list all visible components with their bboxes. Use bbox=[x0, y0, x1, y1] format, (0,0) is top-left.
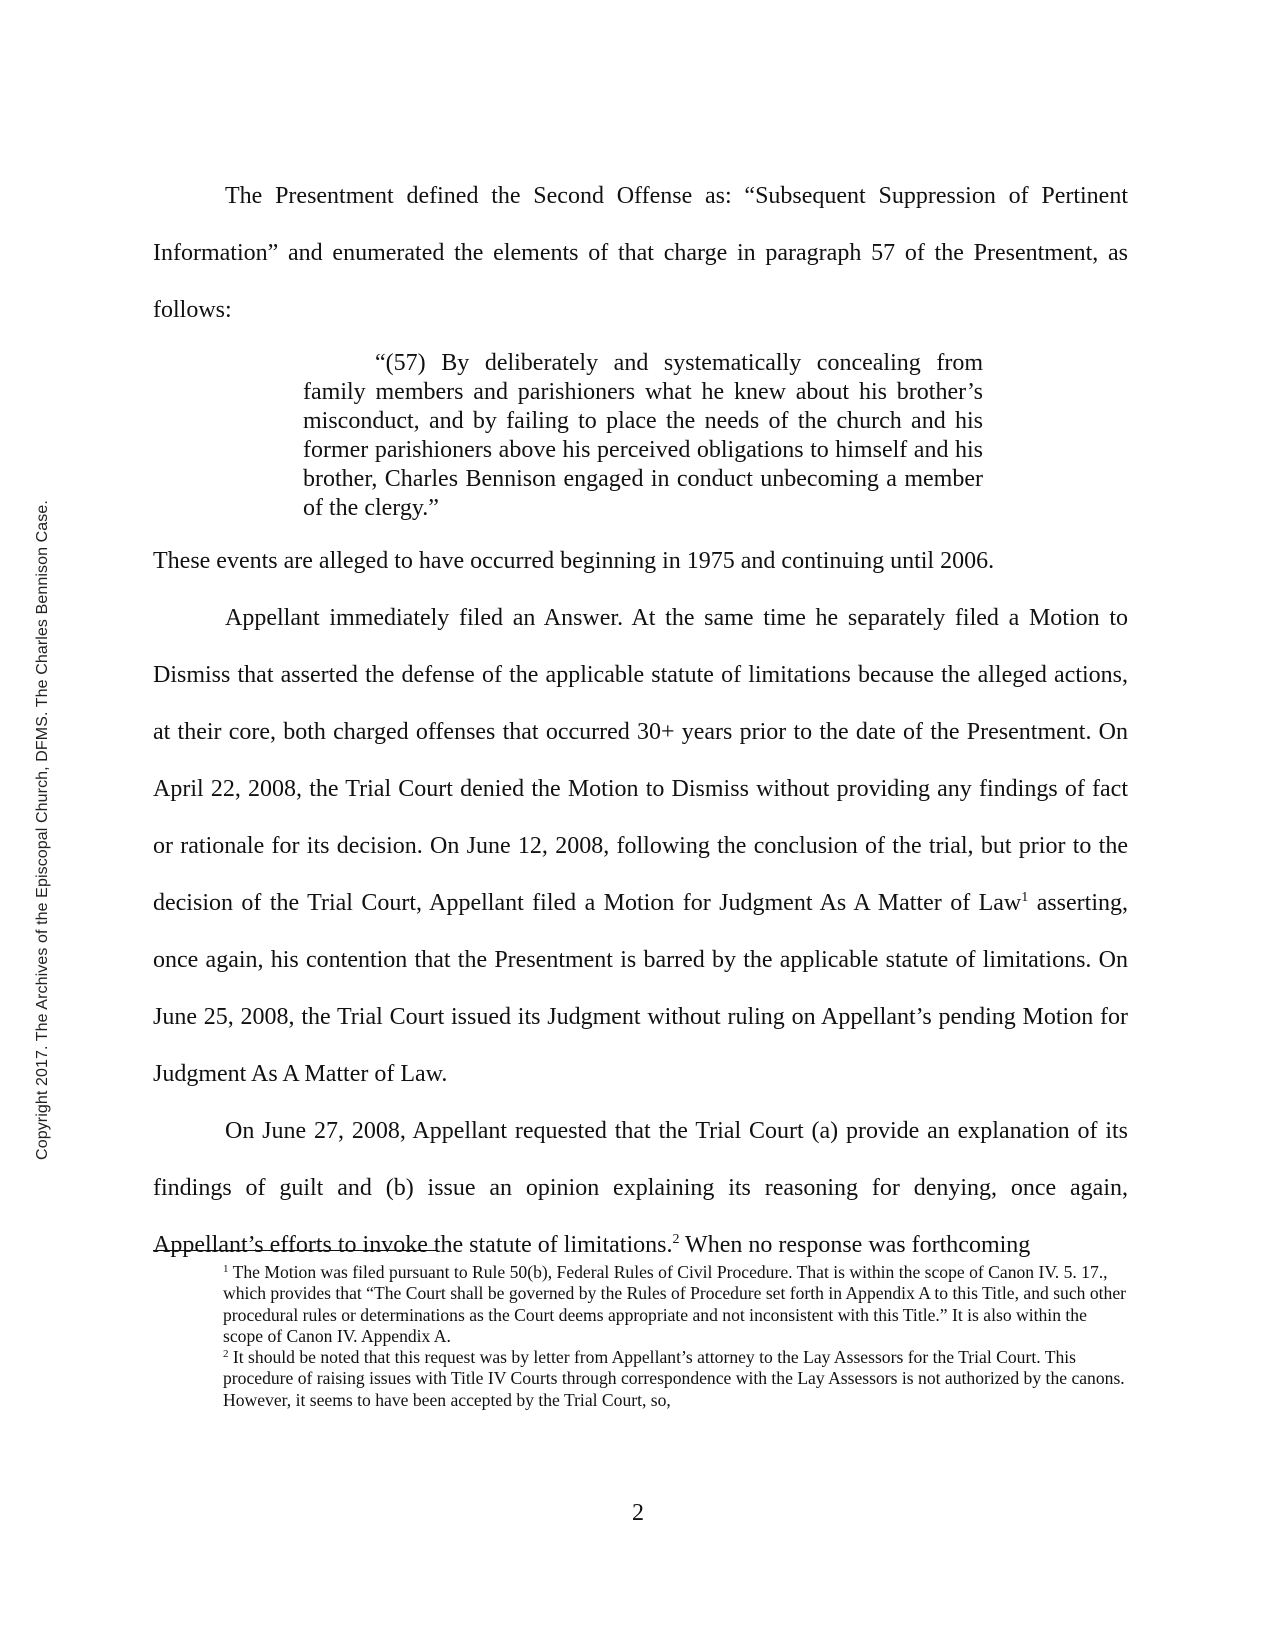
footnote-2-text: It should be noted that this request was by letter from Appellant’s attorney to the Lay Assessors for the Trial Court. This procedure of raising issues with Title IV Courts through correspondence with the Lay Assessors is not authorized by the canons. However, it seems to have been accepted by the Trial Court, so, bbox=[223, 1347, 1125, 1410]
footnotes bbox=[223, 1262, 1128, 1411]
footnote-1-marker: 1 bbox=[223, 1263, 229, 1275]
footnote-2-marker: 2 bbox=[223, 1348, 229, 1361]
footnote-1 bbox=[223, 1262, 1128, 1347]
copyright-watermark bbox=[34, 440, 52, 1220]
paragraph-answer-motion bbox=[153, 590, 1128, 1103]
paragraph-answer-motion-cont: asserting, once again, his contention that the Presentment is barred by the applicable statute of limitations. On June 25, 2008, the Trial Court issued its Judgment without ruling on Appellant’s pending Motion for Judgment As A Matter of Law. bbox=[153, 890, 1129, 1087]
paragraph-june-27-text: On June 27, 2008, Appellant requested that the Trial Court (a) provide an explanation of its findings of guilt and (b) issue an opinion explaining its reasoning for denying, once again, Appellant’s efforts to invoke the statute of limitations. bbox=[153, 1118, 1128, 1258]
paragraph-june-27-cont: When no response was forthcoming bbox=[679, 1232, 1031, 1258]
copyright-watermark-text: Copyright 2017. The Archives of the Episcopal Church, DFMS. The Charles Bennison Case. bbox=[34, 500, 51, 1160]
paragraph-second-offense: The Presentment defined the Second Offense as: “Subsequent Suppression of Pertinent Information” and enumerated the elements of that charge in paragraph 57 of the Presentment, as follows: bbox=[153, 183, 1128, 323]
block-quote-text: “(57) By deliberately and systematically concealing from family members and parishioners what he knew about his brother’s misconduct, and by failing to place the needs of the church and his former parishioners above his perceived obligations to himself and his brother, Charles Bennison engaged in conduct unbecoming a member of the clergy.” bbox=[303, 350, 983, 521]
block-quote-paragraph-57 bbox=[303, 349, 983, 523]
paragraph-june-27-request bbox=[153, 1103, 1128, 1274]
paragraph-answer-motion-text: Appellant immediately filed an Answer. At the same time he separately filed a Motion to Dismiss that asserted the defense of the applicable statute of limitations because the alleged actions, at their core, both charged offenses that occurred 30+ years prior to the date of the Presentment. On April 22, 2008, the Trial Court denied the Motion to Dismiss without providing any findings of fact or rationale for its decision. On June 12, 2008, following the conclusion of the trial, but prior to the decision of the Trial Court, Appellant filed a Motion for Judgment As A Matter of Law bbox=[153, 605, 1128, 916]
footnote-2 bbox=[223, 1347, 1128, 1411]
footnote-ref-2[interactable]: 2 bbox=[672, 1232, 680, 1247]
footnote-divider bbox=[153, 1250, 438, 1251]
footnote-1-text: The Motion was filed pursuant to Rule 50(b), Federal Rules of Civil Procedure. That is within the scope of Canon IV. 5. 17., which provides that “The Court shall be governed by the Rules of Procedure set forth in Appendix A to this Title, and such other procedural rules or determinations as the Court deems appropriate and not inconsistent with this Title.” It is also within the scope of Canon IV. Appendix A. bbox=[223, 1262, 1127, 1346]
paragraph-events-dates: These events are alleged to have occurred beginning in 1975 and continuing until 2006. bbox=[153, 548, 995, 574]
page-number: 2 bbox=[632, 1500, 644, 1526]
document-body bbox=[153, 168, 1128, 1274]
footnote-ref-1[interactable]: 1 bbox=[1021, 890, 1029, 905]
